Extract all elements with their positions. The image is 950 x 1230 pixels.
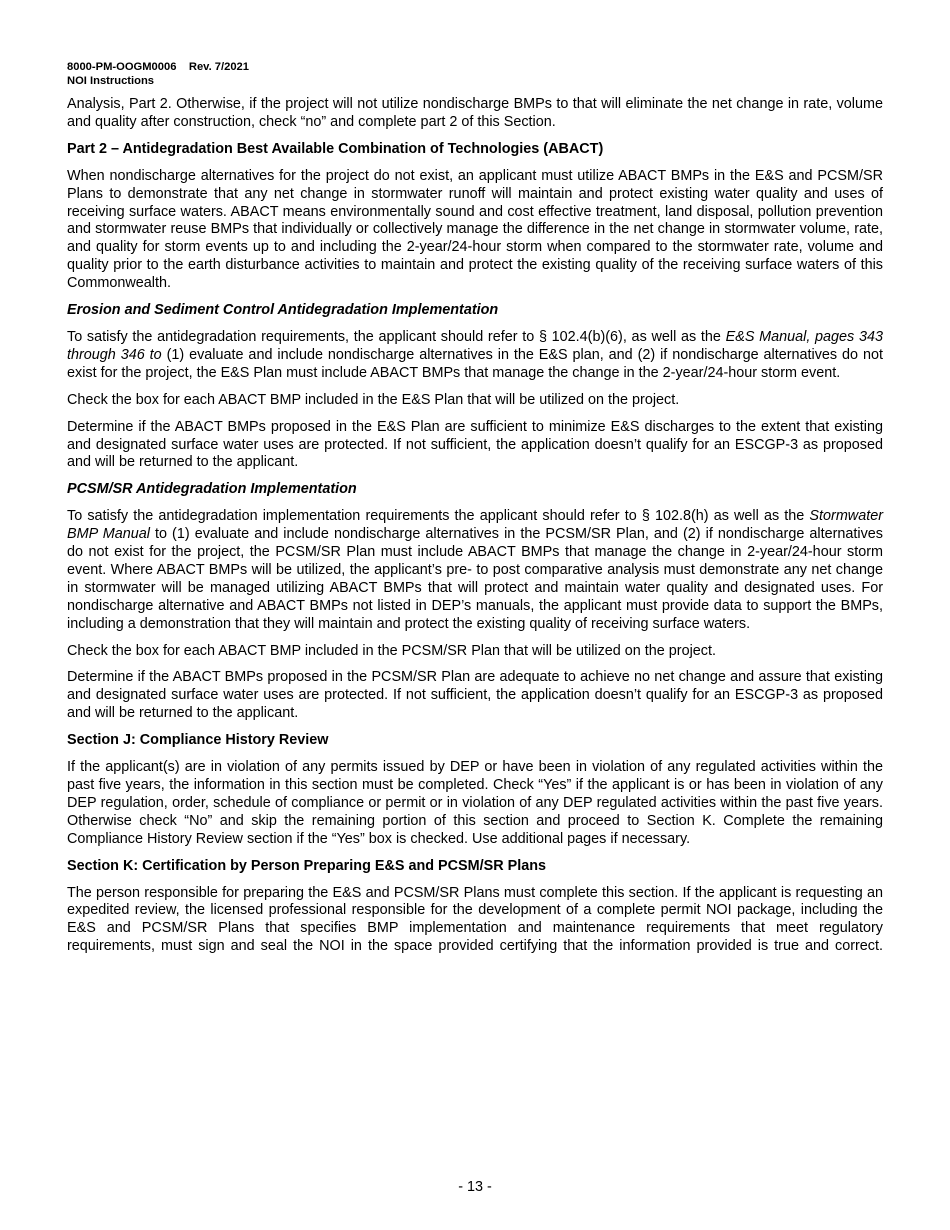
section-j-heading: Section J: Compliance History Review [67,732,329,749]
document-header [67,60,883,88]
section-j-paragraph: If the applicant(s) are in violation of any permits issued by DEP or have been in violation of any regulated activities within the past five years, the information in this section must be completed. Check “Yes” if the applicant is or has been in violation of any DEP regulation, order, schedule of compliance or permit or in violation of any DEP regulated activities within the past five years. Otherwise check “No” and skip the remaining portion of this section and proceed to Section K. Complete the remaining Compliance History Review section if the “Yes” box is checked. Use additional pages if necessary. [67,759,883,847]
revision: Rev. 7/2021 [188,61,250,73]
page-number: - 13 - [458,1179,492,1195]
document-body [67,96,883,956]
section-k-paragraph: The person responsible for preparing the E&S and PCSM/SR Plans must complete this section. If the applicant is requesting an expedited review, the licensed professional responsible for the development of a complete permit NOI package, including the E&S and PCSM/SR Plans that specifies BMP implementation and maintenance requirements that meet regulatory requirements, must sign and seal the NOI in the space provided certifying that the information provided is true and correct. [67,884,883,955]
es-section-heading: Erosion and Sediment Control Antidegradation Implementation [67,302,499,319]
es-paragraph-2: Check the box for each ABACT BMP included in the E&S Plan that will be utilized on the project. [67,391,680,408]
pcsm-section-heading: PCSM/SR Antidegradation Implementation [67,481,357,498]
es-paragraph-1 [67,329,883,383]
part2-paragraph: When nondischarge alternatives for the project do not exist, an applicant must utilize ABACT BMPs in the E&S and PCSM/SR Plans to demonstrate that any net change in stormwater runoff will maintain and protect existing water quality and uses of receiving surface waters. ABACT means environmentally sound and cost effective treatment, land disposal, pollution prevention and stormwater reuse BMPs that individually or collectively manage the difference in the net change in stormwater volume, rate, and quality for storm events up to and including the 2-year/24-hour storm when compared to the stormwater rate, volume and quality prior to the earth disturbance activities to maintain and protect the existing quality of the receiving surface waters of this Commonwealth. [67,167,883,292]
section-k-heading: Section K: Certification by Person Preparing E&S and PCSM/SR Plans [67,857,546,874]
part2-heading: Part 2 – Antidegradation Best Available Combination of Technologies (ABACT) [67,140,604,157]
pcsm-paragraph-2: Check the box for each ABACT BMP included in the PCSM/SR Plan that will be utilized on the project. [67,642,716,659]
es-p1-text-b: (1) evaluate and include nondischarge alternatives in the E&S plan, and (2) if nondischarge alternatives do not exist for the project, the E&S Plan must include ABACT BMPs that manage the change in the 2-year/24-hour storm event. [67,346,883,381]
intro-paragraph: Analysis, Part 2. Otherwise, if the project will not utilize nondischarge BMPs to that will eliminate the net change in rate, volume and quality after construction, check “no” and complete part 2 of this Section. [67,96,883,130]
form-id-line [67,60,883,74]
pcsm-paragraph-1 [67,508,883,633]
form-number: 8000-PM-OOGM0006 [67,61,177,73]
document-page [67,60,883,965]
pcsm-paragraph-3: Determine if the ABACT BMPs proposed in the PCSM/SR Plan are adequate to achieve no net change and assure that existing and designated surface water uses are protected. If not sufficient, the application doesn’t qualify for an ESCGP-3 as proposed and will be returned to the applicant. [67,669,883,722]
es-p1-manual-ref: E&S Manual, pages 343 through 346 to [67,328,883,363]
es-paragraph-3: Determine if the ABACT BMPs proposed in the E&S Plan are sufficient to minimize E&S discharges to the extent that existing and designated surface water uses are protected. If not sufficient, the application doesn’t qualify for an ESCGP-3 as proposed and will be returned to the applicant. [67,418,883,471]
pcsm-p1-text-a: To satisfy the antidegradation implementation requirements the applicant should refer to § 102.8(h) as well as the [67,508,810,525]
es-p1-text-a: To satisfy the antidegradation requirements, the applicant should refer to § 102.4(b)(6), as well as the [67,328,726,345]
document-subtitle: NOI Instructions [67,75,155,87]
pcsm-p1-text-b: to (1) evaluate and include nondischarge alternatives in the PCSM/SR Plan, and (2) if nondischarge alternatives do not exist for the project, the PCSM/SR Plan must include ABACT BMPs that manage the change in 2-year/24-hour storm event. Where ABACT BMPs will be utilized, the applicant’s pre- to post comparative analysis must demonstrate any net change in stormwater will be managed utilizing ABACT BMPs that will protect and maintain water quality and designated uses. For nondischarge alternative and ABACT BMPs not listed in DEP’s manuals, the applicant must provide data to support the BMPs, including a demonstration that they will maintain and protect the existing quality of receiving surface waters. [67,526,883,632]
pcsm-p1-manual-ref: Stormwater BMP Manual [67,508,883,543]
